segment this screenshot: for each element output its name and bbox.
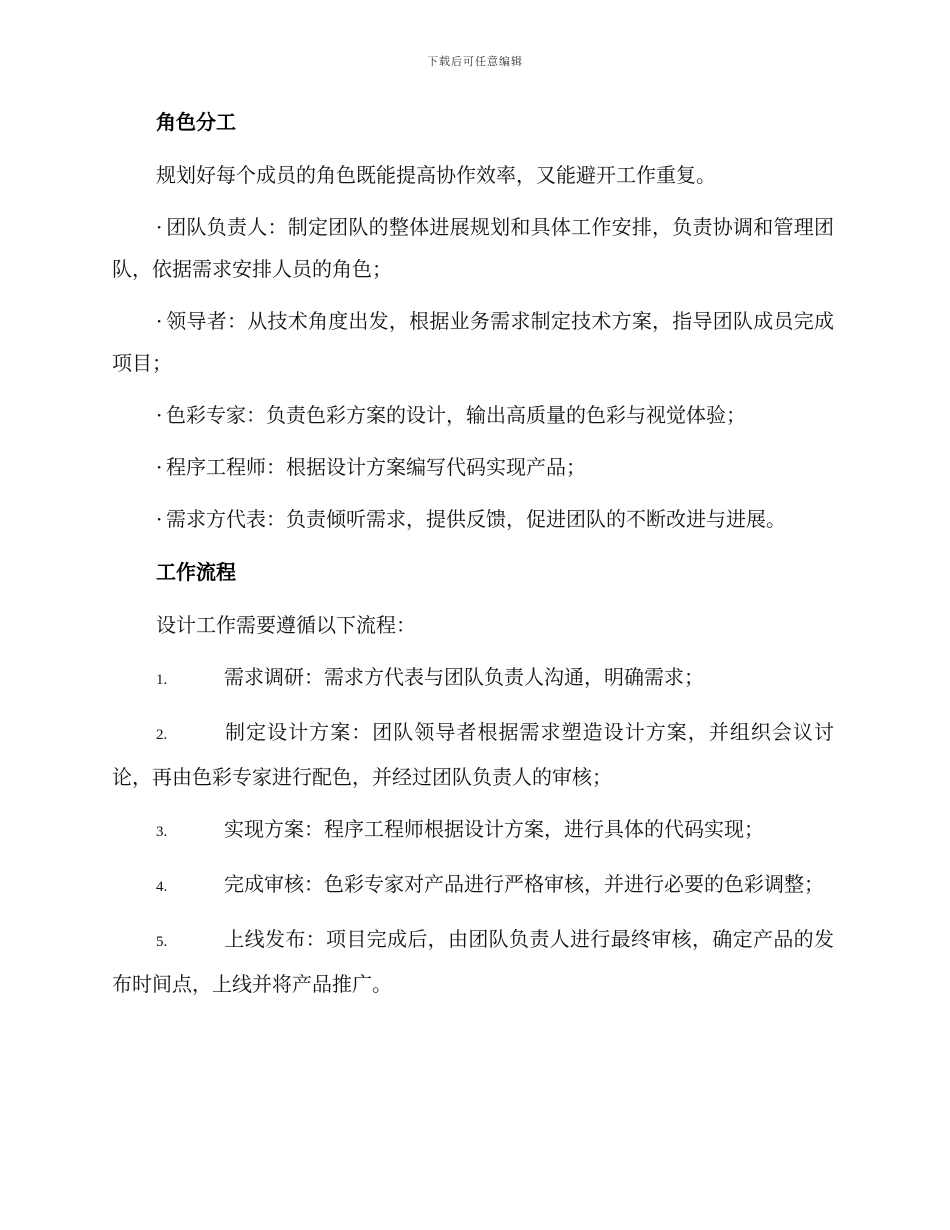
role-item-color-expert: [112, 394, 834, 436]
step-number: 2.: [156, 727, 168, 743]
bullet-dot-icon: ·: [156, 309, 163, 333]
section-title-workflow: 工作流程: [156, 560, 236, 584]
workflow-step-2: [112, 711, 834, 798]
bullet-dot-icon: ·: [156, 403, 163, 427]
role-item-text: 团队负责人：制定团队的整体进展规划和具体工作安排，负责协调和管理团队，依据需求安排人员的角色；: [112, 215, 834, 281]
workflow-intro: 设计工作需要遵循以下流程：: [156, 613, 416, 637]
role-item-text: 领导者：从技术角度出发，根据业务需求制定技术方案，指导团队成员完成项目；: [112, 309, 834, 375]
role-item-leader: [112, 300, 834, 384]
role-item-text: 色彩专家：负责色彩方案的设计，输出高质量的色彩与视觉体验；: [166, 403, 746, 427]
section-title-roles: 角色分工: [156, 110, 236, 134]
bullet-dot-icon: ·: [156, 215, 163, 239]
role-item-text: 需求方代表：负责倾听需求，提供反馈，促进团队的不断改进与进展。: [166, 507, 786, 531]
section-spacer: [112, 550, 834, 558]
role-item-text: 程序工程师：根据设计方案编写代码实现产品；: [166, 455, 586, 479]
role-item-engineer: [112, 446, 834, 488]
bullet-dot-icon: ·: [156, 507, 163, 531]
step-text: 实现方案：程序工程师根据设计方案，进行具体的代码实现；: [224, 817, 764, 841]
workflow-step-4: [112, 863, 834, 908]
workflow-step-1: [112, 656, 834, 701]
workflow-step-5: [112, 918, 834, 1005]
step-number: 3.: [156, 824, 168, 840]
step-text: 上线发布：项目完成后，由团队负责人进行最终审核，确定产品的发布时间点，上线并将产品推广。: [112, 927, 834, 996]
roles-intro: 规划好每个成员的角色既能提高协作效率，又能避开工作重复。: [156, 163, 716, 187]
step-text: 完成审核：色彩专家对产品进行严格审核，并进行必要的色彩调整；: [224, 872, 824, 896]
bullet-dot-icon: ·: [156, 455, 163, 479]
step-number: 5.: [156, 934, 168, 950]
step-text: 制定设计方案：团队领导者根据需求塑造设计方案，并组织会议讨论，再由色彩专家进行配色，并经过团队负责人的审核；: [112, 720, 834, 789]
role-item-team-lead: [112, 206, 834, 290]
step-number: 1.: [156, 672, 168, 688]
step-text: 需求调研：需求方代表与团队负责人沟通，明确需求；: [224, 665, 704, 689]
workflow-step-3: [112, 808, 834, 853]
document-body: [112, 108, 834, 1015]
role-item-requester: [112, 498, 834, 540]
header-note: 下载后可任意编辑: [427, 55, 523, 68]
step-number: 4.: [156, 879, 168, 895]
